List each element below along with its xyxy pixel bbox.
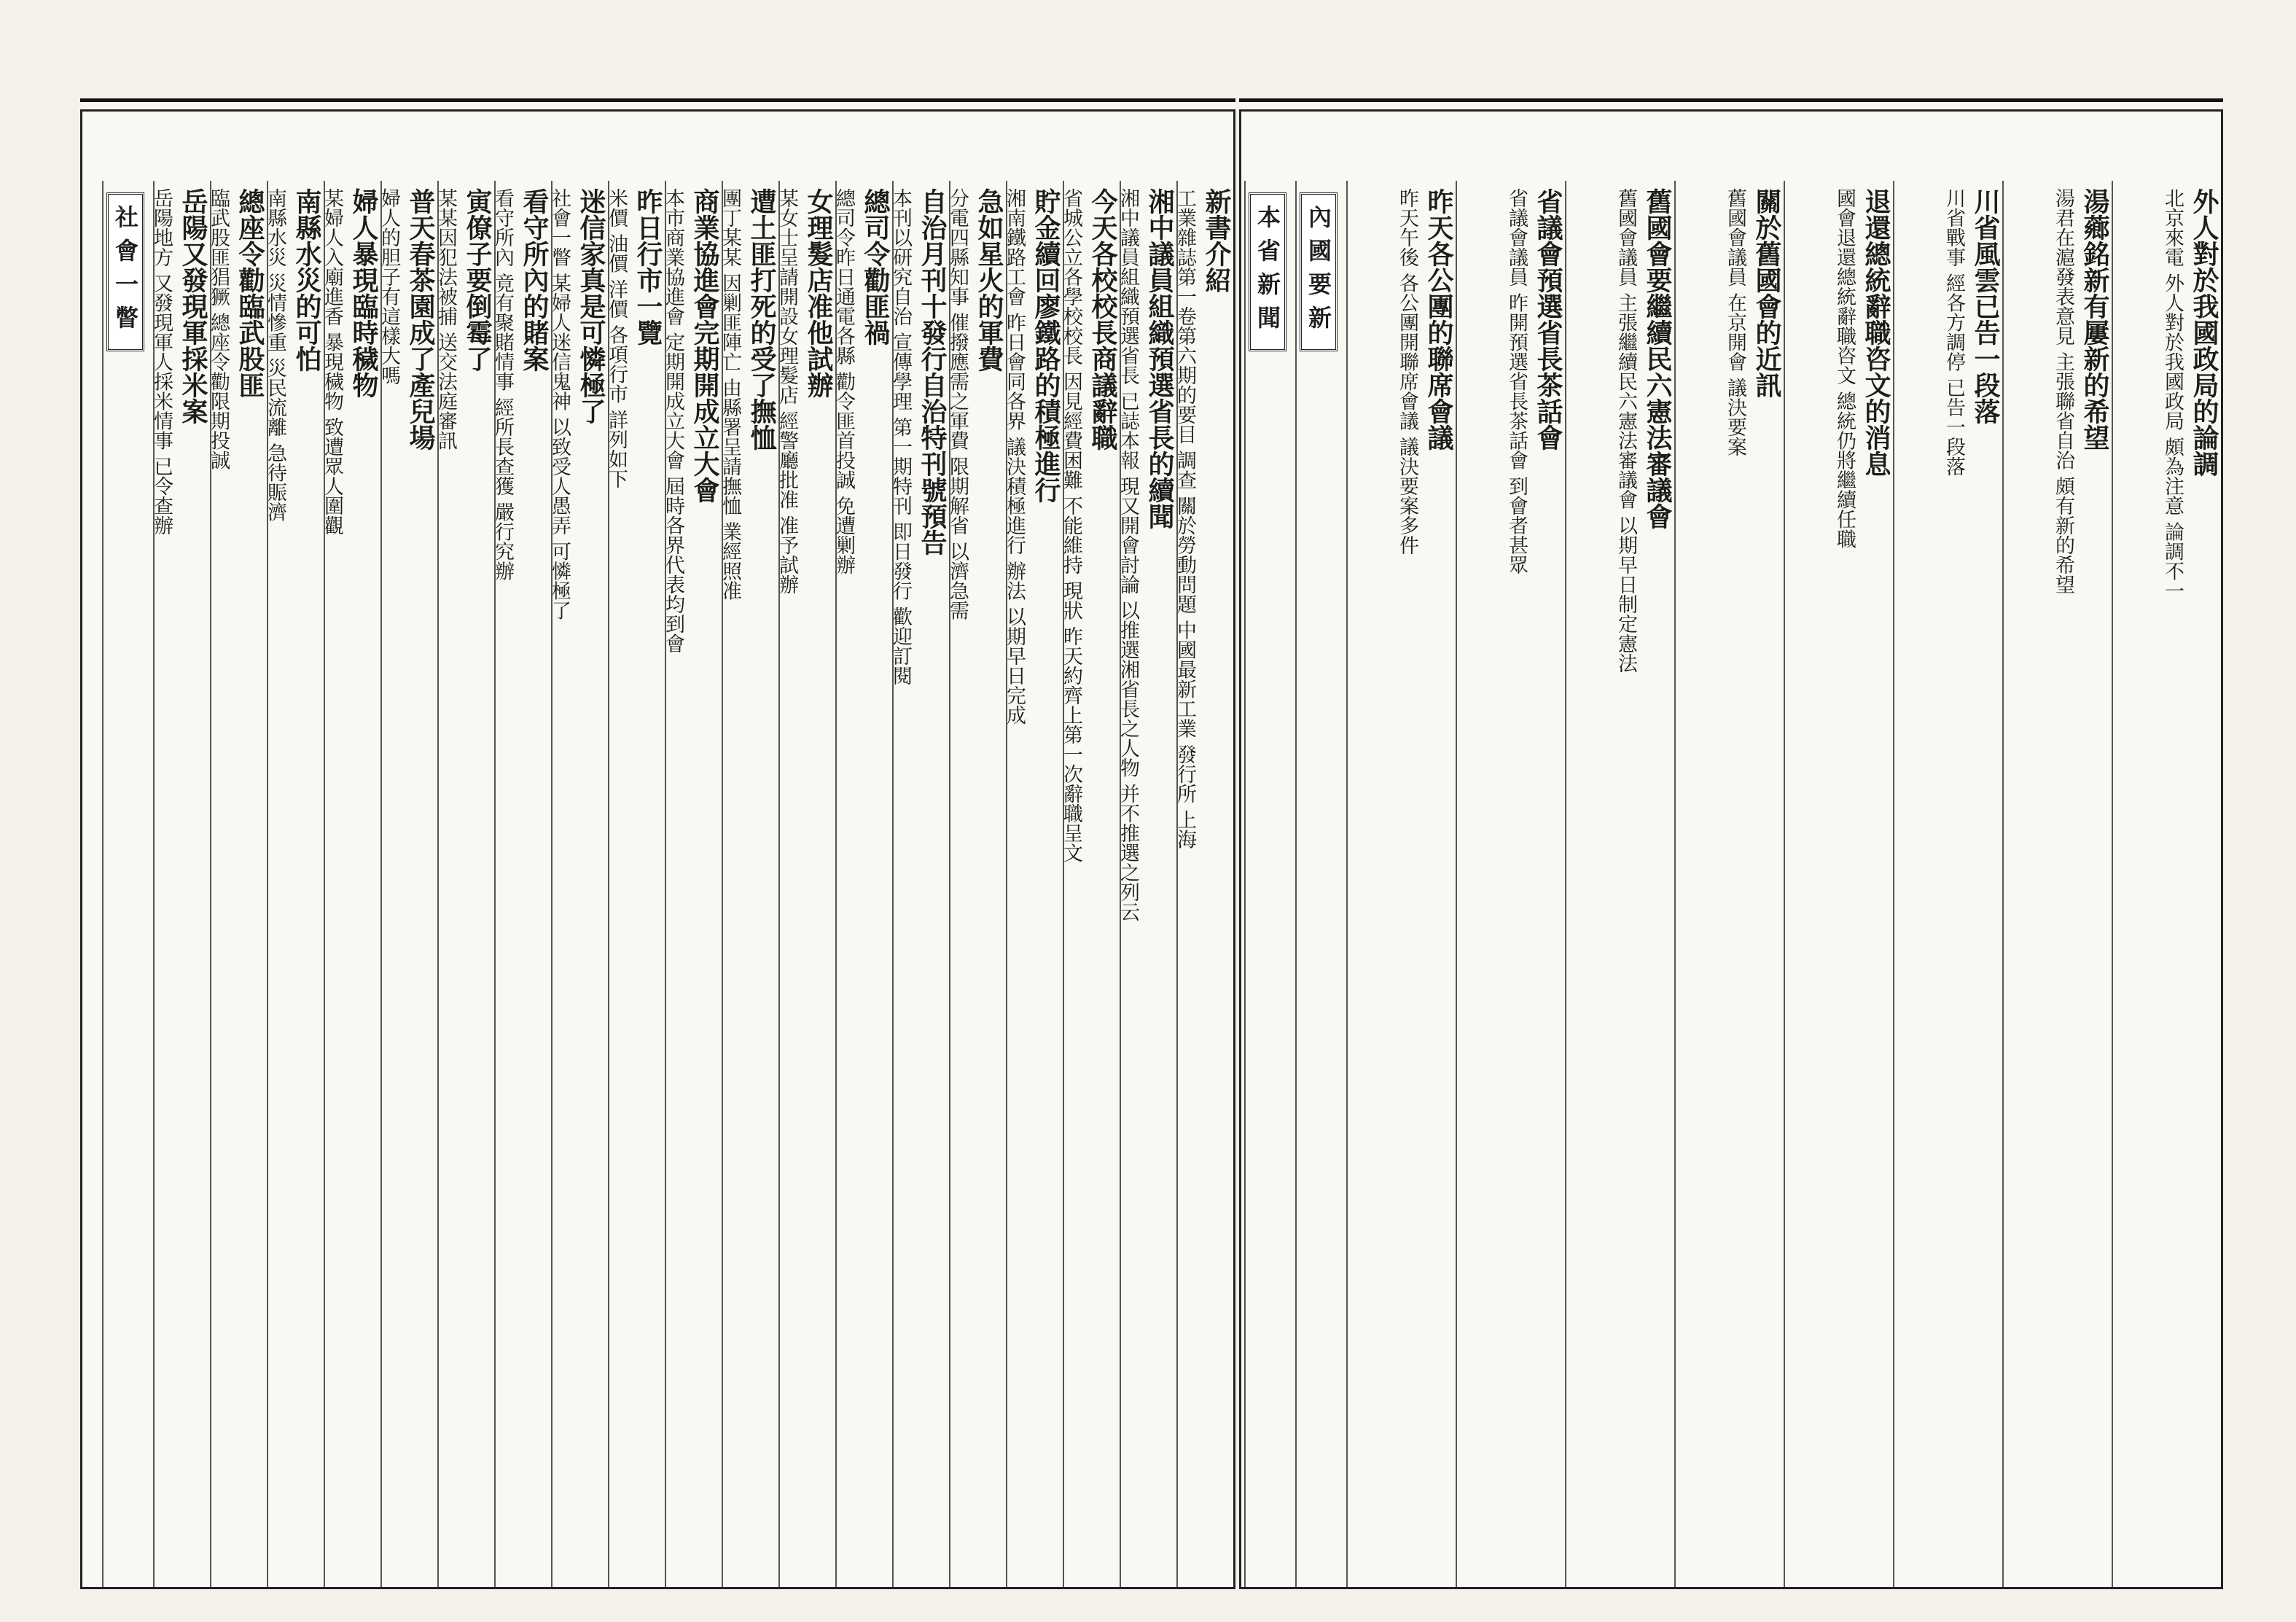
article-body: 某婦人入廟進香 暴現穢物 致遭眾人圍觀: [321, 188, 343, 536]
article-body: 婦人的胆子有這樣大嗎: [378, 188, 400, 385]
article-headline: 昨天各公團的聯席會議: [1424, 188, 1454, 451]
article-body: 本刊以研究自治 宣傳學理 第一期特刊 即日發行 歡迎訂閱: [889, 188, 912, 686]
article-headline: 湘中議員組織預選省長的續聞: [1144, 188, 1175, 529]
article-headline: 川省風雲已告一段落: [1970, 188, 2001, 424]
article-headline: 總座令勸臨武股匪: [235, 188, 265, 398]
article-headline: 急如星火的軍費: [974, 188, 1004, 372]
article-headline: 南縣水災的可怕: [292, 188, 322, 372]
article-headline: 婦人暴現臨時穢物: [348, 188, 379, 398]
article-body: 昨天午後 各公團開聯席會議 議決要案多件: [1396, 188, 1418, 555]
article-column: [2002, 181, 2112, 1587]
article-body: 團丁某某 因剿匪陣亡 由縣署呈請撫恤 業經照准: [719, 188, 741, 601]
article-body: 本市商業協進會 定期開成立大會 屆時各界代表均到會: [662, 188, 684, 654]
article-body: 北京來電 外人對於我國政局 頗為注意 論調不一: [2161, 188, 2184, 601]
article-column: [1003, 181, 1063, 1587]
newspaper-page-three: [80, 109, 1235, 1589]
article-body: 分電四縣知事 催撥應需之軍費 限期解省 以濟急需: [946, 188, 969, 620]
article-headline: 普天春茶園成了產兒場: [405, 188, 436, 451]
article-column: [605, 181, 665, 1587]
article-column: [491, 181, 551, 1587]
article-column: [1784, 181, 1893, 1587]
article-headline: 關於舊國會的近訊: [1752, 188, 1782, 398]
article-column: [2112, 181, 2221, 1587]
article-headline: 貯金續回廖鐵路的積極進行: [1031, 188, 1061, 503]
article-column: [1456, 181, 1565, 1587]
article-headline: 省議會預選省長茶話會: [1533, 188, 1563, 451]
article-headline: 遭土匪打死的受了撫恤: [746, 188, 777, 451]
article-body: 省城公立各學校校長 因見經費困難 不能維持 現狀 昨天約齊上第一次辭職呈文: [1060, 188, 1082, 863]
article-headline: 退還總統辭職咨文的消息: [1861, 188, 1891, 477]
article-column: [1346, 181, 1456, 1587]
article-column: [548, 181, 608, 1587]
article-headline: 舊國會要繼續民六憲法審議會: [1642, 188, 1673, 529]
article-headline: 湯薌銘新有屢新的希望: [2080, 188, 2110, 451]
article-body: 總司令昨日通電各縣 勸令匪首投誠 免遭剿辦: [832, 188, 855, 575]
article-headline: 自治月刊十發行自治特刊號預告: [917, 188, 948, 555]
article-headline: 總司令勸匪禍: [860, 188, 891, 346]
article-body: 岳陽地方 又發現軍人採米情事 已令查辦: [150, 188, 173, 536]
article-body: 社會一瞥 某婦人迷信鬼神 以致受人愚弄 可憐極了: [548, 188, 571, 620]
article-column: [321, 181, 380, 1587]
article-headline: 商業協進會完期開成立大會: [690, 188, 720, 503]
article-column: [1893, 181, 2002, 1587]
article-column: [1117, 181, 1176, 1587]
article-body: 湯君在滬發表意見 主張聯省自治 頗有新的希望: [2052, 188, 2074, 595]
article-body: 臨武股匪猖獗 總座令勸限期投誠: [207, 188, 230, 470]
article-body: 工業雜誌第一卷第六期的要目 調查 關於勞動問題 中國最新工業 發行所 上海: [1174, 188, 1196, 849]
article-column: [264, 181, 324, 1587]
article-column: [434, 181, 494, 1587]
article-column: [778, 181, 835, 1587]
article-body: 國會退還總統辭職咨文 總統仍將繼續任職: [1833, 188, 1856, 549]
article-headline: 女理髮店准他試辦: [803, 188, 834, 398]
article-headline: 寅僚子要倒霉了: [462, 188, 493, 372]
article-column: [1060, 181, 1120, 1587]
section-label: 社會一瞥: [106, 192, 144, 351]
article-headline: 看守所內的賭案: [519, 188, 550, 372]
article-headline: 岳陽又發現軍採米案: [178, 188, 208, 424]
newspaper-page-two: [1239, 109, 2223, 1589]
article-body: 省議會議員 昨開預選省長茶話會 到會者甚眾: [1505, 188, 1528, 575]
section-label-column: [102, 181, 153, 1587]
article-column: [1176, 181, 1233, 1587]
article-body: 看守所內 竟有聚賭情事 經所長查獲 嚴行究辦: [491, 188, 514, 581]
article-headline: 昨日行市一覽: [633, 188, 663, 346]
article-body: 舊國會議員 主張繼續民六憲法審議會 以期早日制定憲法: [1614, 188, 1637, 674]
article-body: 川省戰事 經各方調停 已告一段落: [1942, 188, 1965, 477]
article-column: [719, 181, 778, 1587]
article-column: [1674, 181, 1784, 1587]
article-column: [662, 181, 722, 1587]
article-headline: 迷信家真是可憐極了: [576, 188, 606, 424]
article-headline: 新書介紹: [1201, 188, 1232, 293]
article-column: [946, 181, 1006, 1587]
article-columns: [1241, 181, 2221, 1587]
article-body: 湘中議員組織預選省長 已誌本報 現又開會討論 以推選湘省長之人物 并不推選之列云: [1117, 188, 1139, 922]
article-body: 某女士呈請開設女理髮店 經警廳批准 准予試辦: [776, 188, 798, 595]
article-column: [150, 181, 210, 1587]
article-headline: 外人對於我國政局的論調: [2189, 188, 2219, 477]
article-headline: 今天各校校長商議辭職: [1088, 188, 1118, 451]
section-label-column: [1295, 181, 1346, 1587]
article-body: 舊國會議員 在京開會 議決要案: [1724, 188, 1746, 457]
article-body: 米價 油價 洋價 各項行市 詳列如下: [605, 188, 628, 489]
article-column: [1565, 181, 1674, 1587]
article-column: [832, 181, 892, 1587]
article-column: [889, 181, 949, 1587]
section-label: 本省新聞: [1249, 192, 1286, 351]
section-label: 內國要新: [1300, 192, 1338, 351]
article-columns: [82, 181, 1233, 1587]
section-label-column: [1244, 181, 1295, 1587]
article-body: 湘南鐵路工會 昨日會同各界 議決積極進行 辦法 以期早日完成: [1003, 188, 1026, 725]
article-body: 南縣水災 災情慘重 災民流離 急待賑濟: [264, 188, 286, 522]
article-column: [207, 181, 267, 1587]
article-body: 某某因犯法被捕 送交法庭審訊: [434, 188, 457, 451]
article-column: [380, 181, 437, 1587]
